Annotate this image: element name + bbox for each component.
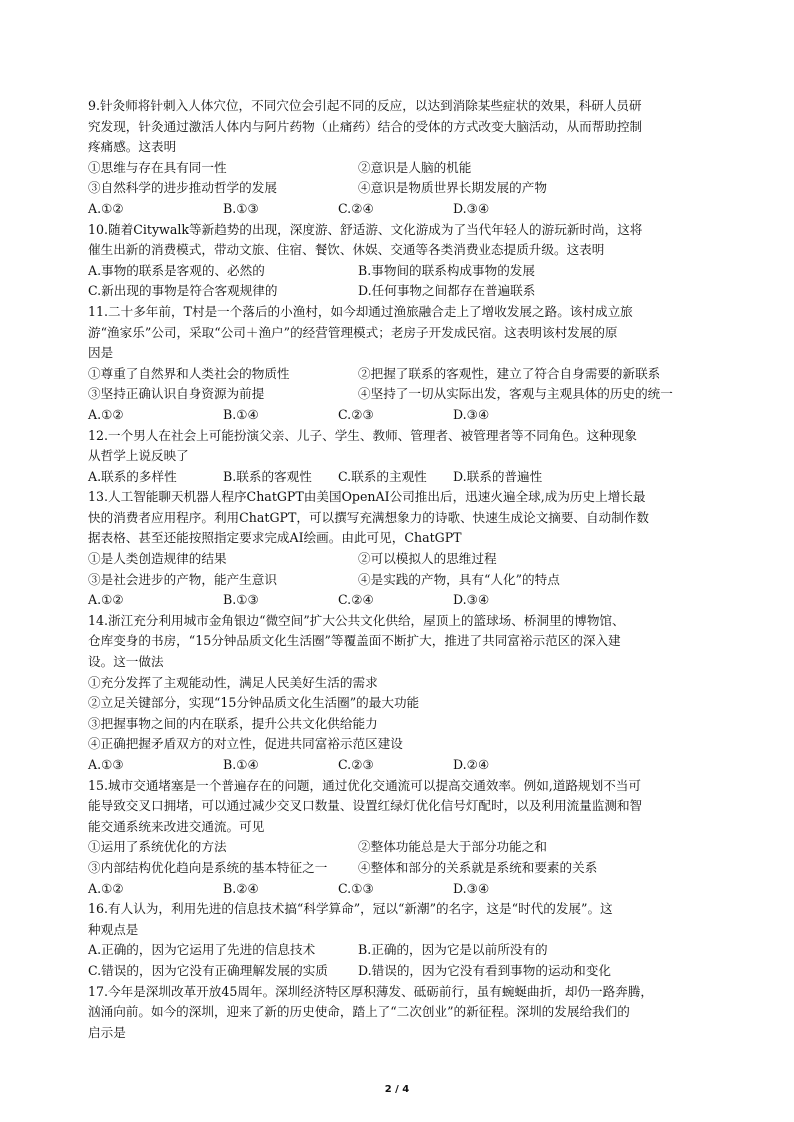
answer-option: D.联系的普遍性 bbox=[453, 468, 543, 484]
question-stem-line: 15.城市交通堵塞是一个普遍存在的问题，通过优化交通流可以提高交通效率。例如,道路规划不当可 bbox=[88, 777, 641, 793]
choice-item: A.正确的，因为它运用了先进的信息技术 bbox=[88, 942, 316, 958]
choice-item: ②可以模拟人的思维过程 bbox=[358, 551, 497, 567]
question-stem-line: 究发现，针灸通过激活人体内与阿片药物（止痛药）结合的受体的方式改变大脑活动，从而帮助控制 bbox=[88, 118, 643, 134]
choice-item: ④正确把握矛盾双方的对立性，促进共同富裕示范区建设 bbox=[88, 736, 403, 752]
choice-item: ④坚持了一切从实际出发，客观与主观具体的历史的统一 bbox=[358, 386, 673, 402]
answer-option: D.③④ bbox=[453, 200, 490, 216]
choice-row bbox=[88, 549, 708, 570]
answer-option: A.①③ bbox=[88, 757, 124, 772]
choice-item: ③内部结构优化趋向是系统的基本特征之一 bbox=[88, 859, 328, 875]
choice-item: ②立足关键部分，实现“15分钟品质文化生活圈”的最大功能 bbox=[88, 695, 420, 711]
choice-item: ③是社会进步的产物，能产生意识 bbox=[88, 571, 277, 587]
question-block bbox=[88, 96, 708, 220]
choice-row bbox=[88, 384, 708, 405]
question-stem-line: 11.二十多年前，T村是一个落后的小渔村，如今却通过渔旅融合走上了增收发展之路。该村成立旅 bbox=[88, 303, 633, 319]
question-stem-line: 催生出新的消费模式，带动文旅、住宿、餐饮、休娱、交通等各类消费业态提质升级。这表明 bbox=[88, 242, 605, 258]
choice-row bbox=[88, 940, 708, 961]
answer-options bbox=[88, 405, 708, 426]
choice-item: C.新出现的事物是符合客观规律的 bbox=[88, 283, 278, 299]
question-block bbox=[88, 220, 708, 302]
choice-item: B.正确的，因为它是以前所没有的 bbox=[358, 942, 548, 958]
answer-options bbox=[88, 590, 708, 611]
question-stem-line: 汹涌向前。如今的深圳，迎来了新的历史使命，踏上了“二次创业”的新征程。深圳的发展给我们的 bbox=[88, 1004, 630, 1020]
choice-item: D.任何事物之间都存在普遍联系 bbox=[358, 283, 536, 299]
choice-item: ②意识是人脑的机能 bbox=[358, 159, 472, 175]
choice-item: A.事物的联系是客观的、必然的 bbox=[88, 262, 265, 278]
question-stem-line: 种观点是 bbox=[88, 921, 139, 937]
choice-item: ④意识是物质世界长期发展的产物 bbox=[358, 180, 547, 196]
question-block bbox=[88, 982, 708, 1044]
choice-row bbox=[88, 364, 708, 385]
choice-item: ④是实践的产物，具有“人化”的特点 bbox=[358, 571, 560, 587]
choice-row bbox=[88, 261, 708, 282]
question-stem-line: 12.一个男人在社会上可能扮演父亲、儿子、学生、教师、管理者、被管理者等不同角色。这种现象 bbox=[88, 427, 637, 443]
choice-item: ③自然科学的进步推动哲学的发展 bbox=[88, 180, 277, 196]
question-stem-line: 14.浙江充分利用城市金角银边“微空间”扩大公共文化供给，屋顶上的篮球场、桥洞里的博物馆、 bbox=[88, 612, 625, 628]
question-block bbox=[88, 487, 708, 611]
question-stem-line: 能交通系统来改进交通流。可见 bbox=[88, 818, 265, 834]
answer-options bbox=[88, 467, 708, 488]
answer-option: A.①② bbox=[88, 200, 124, 216]
question-block bbox=[88, 899, 708, 981]
question-stem-line: 设。这一做法 bbox=[88, 654, 164, 670]
choice-item: ③把握事物之间的内在联系，提升公共文化供给能力 bbox=[88, 715, 378, 731]
answer-option: B.联系的客观性 bbox=[223, 468, 312, 484]
answer-option: C.②④ bbox=[338, 200, 374, 216]
question-stem-line: 仓库变身的书房，“15分钟品质文化生活圈”等覆盖面不断扩大，推进了共同富裕示范区的深入建 bbox=[88, 633, 621, 649]
choice-item: C.错误的，因为它没有正确理解发展的实质 bbox=[88, 962, 328, 978]
question-stem-line: 17.今年是深圳改革开放45周年。深圳经济特区厚积薄发、砥砺前行，虽有蜿蜒曲折，却仍一路奔腾， bbox=[88, 983, 653, 999]
choice-row bbox=[88, 158, 708, 179]
choice-item: D.错误的，因为它没有看到事物的运动和变化 bbox=[358, 962, 611, 978]
choice-item: ①充分发挥了主观能动性，满足人民美好生活的需求 bbox=[88, 674, 378, 690]
choice-item: ③坚持正确认识自身资源为前提 bbox=[88, 386, 265, 402]
question-stem-line: 从哲学上说反映了 bbox=[88, 448, 189, 464]
question-stem-line: 16.有人认为，利用先进的信息技术搞“科学算命”，冠以“新潮”的名字，这是“时代的发展”。这 bbox=[88, 901, 613, 917]
choice-item: ②把握了联系的客观性，建立了符合自身需要的新联系 bbox=[358, 365, 661, 381]
answer-option: B.①④ bbox=[223, 757, 259, 772]
answer-option: A.联系的多样性 bbox=[88, 468, 177, 484]
choice-item: ①是人类创造规律的结果 bbox=[88, 551, 227, 567]
answer-option: B.①③ bbox=[223, 592, 259, 608]
choice-row bbox=[88, 734, 708, 755]
question-stem-line: 因是 bbox=[88, 345, 114, 361]
question-block bbox=[88, 776, 708, 900]
question-stem-line: 据表格、甚至还能按照指定要求完成AI绘画。由此可见，ChatGPT bbox=[88, 530, 462, 546]
exam-page bbox=[88, 96, 708, 1043]
answer-option: B.①④ bbox=[223, 406, 259, 422]
answer-option: C.②③ bbox=[338, 757, 374, 772]
choice-row bbox=[88, 714, 708, 735]
choice-item: ②整体功能总是大于部分功能之和 bbox=[358, 839, 547, 855]
answer-option: D.③④ bbox=[453, 592, 490, 608]
answer-options bbox=[88, 199, 708, 220]
answer-option: B.②④ bbox=[223, 880, 259, 896]
question-stem-line: 启示是 bbox=[88, 1024, 126, 1040]
answer-option: C.②③ bbox=[338, 406, 374, 422]
choice-row bbox=[88, 858, 708, 879]
choice-row bbox=[88, 673, 708, 694]
question-block bbox=[88, 426, 708, 488]
choice-item: ①运用了系统优化的方法 bbox=[88, 839, 227, 855]
answer-option: A.①② bbox=[88, 880, 124, 896]
answer-option: C.②④ bbox=[338, 592, 374, 608]
answer-options bbox=[88, 879, 708, 900]
choice-item: B.事物间的联系构成事物的发展 bbox=[358, 262, 535, 278]
choice-item: ④整体和部分的关系就是系统和要素的关系 bbox=[358, 859, 598, 875]
choice-item: ①尊重了自然界和人类社会的物质性 bbox=[88, 365, 290, 381]
answer-option: D.③④ bbox=[453, 880, 490, 896]
choice-row bbox=[88, 837, 708, 858]
choice-item: ①思维与存在具有同一性 bbox=[88, 159, 227, 175]
answer-option: D.②④ bbox=[453, 757, 490, 772]
question-stem-line: 游“渔家乐”公司，采取“公司＋渔户”的经营管理模式；老房子开发成民宿。这表明该村发展的原 bbox=[88, 324, 618, 340]
question-stem-line: 13.人工智能聊天机器人程序ChatGPT由美国OpenAI公司推出后，迅速火遍全球,成为历史上增长最 bbox=[88, 489, 646, 505]
answer-option: C.联系的主观性 bbox=[338, 468, 427, 484]
choice-row bbox=[88, 693, 708, 714]
choice-row bbox=[88, 961, 708, 982]
question-block bbox=[88, 302, 708, 426]
question-block bbox=[88, 611, 708, 776]
choice-row bbox=[88, 178, 708, 199]
answer-option: A.①② bbox=[88, 592, 124, 608]
question-stem-line: 9.针灸师将针刺入人体穴位，不同穴位会引起不同的反应，以达到消除某些症状的效果，科研人员研 bbox=[88, 98, 642, 113]
answer-option: B.①③ bbox=[223, 200, 259, 216]
question-stem-line: 快的消费者应用程序。利用ChatGPT，可以撰写充满想象力的诗歌、快速生成论文摘要、自动制作数 bbox=[88, 509, 649, 525]
question-stem-line: 疼痛感。这表明 bbox=[88, 139, 177, 155]
question-stem-line: 能导致交叉口拥堵，可以通过减少交叉口数量、设置红绿灯优化信号灯配时，以及利用流量监测和智 bbox=[88, 798, 643, 814]
page-number: 2 / 4 bbox=[384, 1084, 410, 1095]
question-stem-line: 10.随着Citywalk等新趋势的出现，深度游、舒适游、文化游成为了当代年轻人的游玩新时尚，这将 bbox=[88, 221, 643, 237]
answer-option: C.①③ bbox=[338, 880, 374, 896]
answer-option: A.①② bbox=[88, 406, 124, 422]
answer-options bbox=[88, 755, 708, 776]
answer-option: D.③④ bbox=[453, 406, 490, 422]
choice-row bbox=[88, 281, 708, 302]
choice-row bbox=[88, 570, 708, 591]
